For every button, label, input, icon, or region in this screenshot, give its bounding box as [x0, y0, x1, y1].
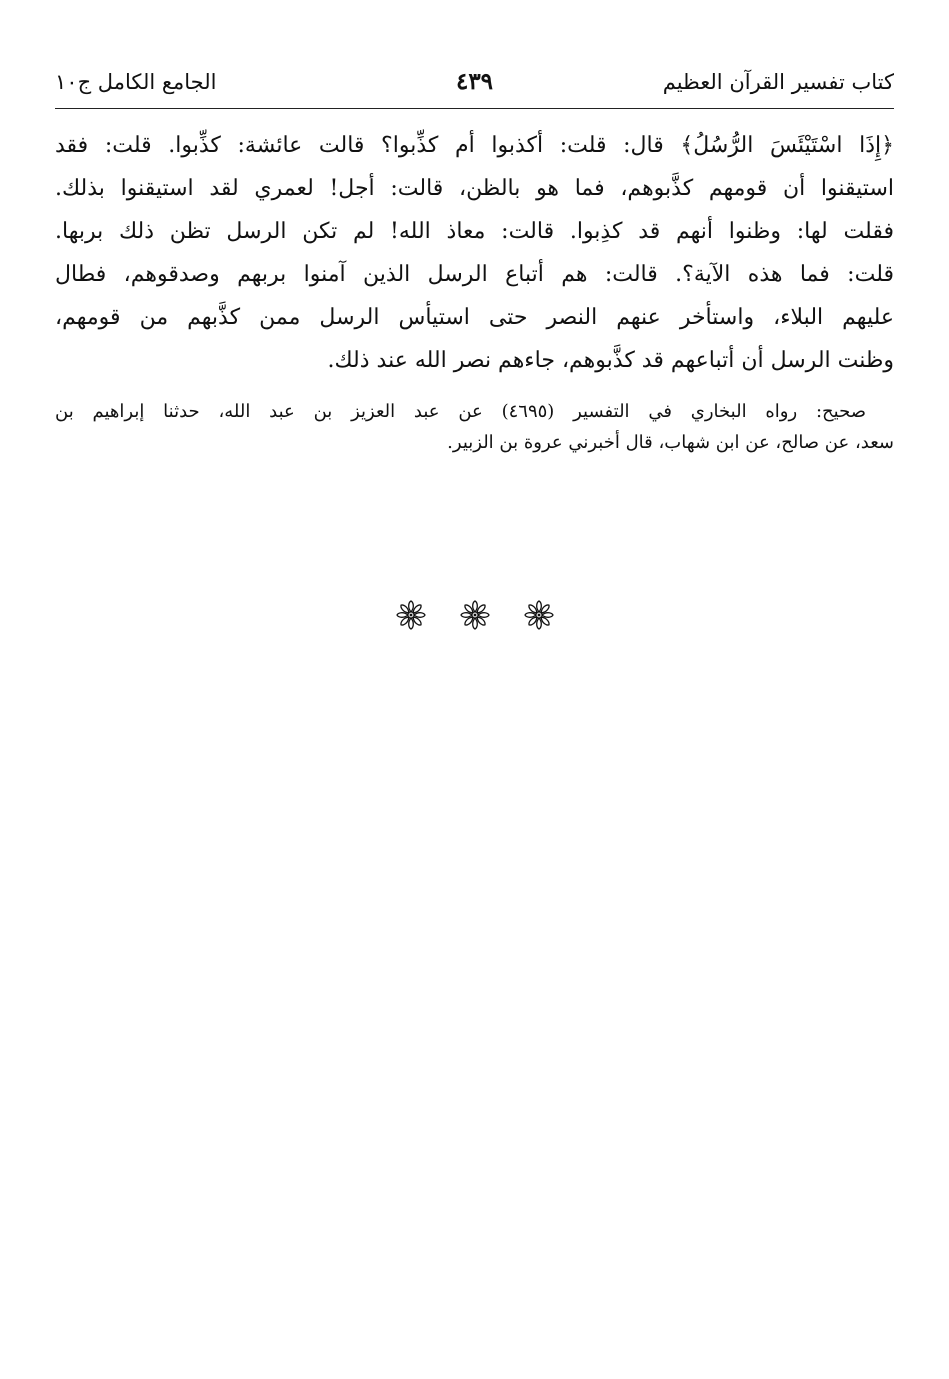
footnote-line: صحيح: رواه البخاري في التفسير (٤٦٩٥) عن عبد العزيز بن عبد الله، حدثنا إبراهيم بن — [55, 401, 867, 422]
book-title: كتاب تفسير القرآن العظيم — [662, 70, 894, 94]
page-header — [55, 62, 894, 102]
page-number: ٤٣٩ — [455, 68, 494, 95]
floral-ornament-icon — [524, 600, 554, 630]
header-divider — [55, 108, 894, 109]
text-line: قلت: فما هذه الآية؟. قالت: هم أتباع الرسل الذين آمنوا بربهم وصدقوهم، فطال — [55, 262, 894, 287]
text-line: ﴿إِذَا اسْتَيْئَسَ الرُّسُلُ﴾ قال: قلت: أكذبوا أم كذِّبوا؟ قالت عائشة: كذِّبوا. قلت: فقد — [55, 133, 894, 158]
floral-ornament-icon — [460, 600, 490, 630]
text-line: عليهم البلاء، واستأخر عنهم النصر حتى استيأس الرسل ممن كذَّبهم من قومهم، — [55, 305, 894, 330]
text-line: وظنت الرسل أن أتباعهم قد كذَّبوهم، جاءهم نصر الله عند ذلك. — [327, 348, 894, 373]
section-end-ornaments — [0, 600, 949, 634]
text-line: استيقنوا أن قومهم كذَّبوهم، فما هو بالظن، قالت: أجل! لعمري لقد استيقنوا بذلك. — [55, 176, 894, 201]
volume-label: الجامع الكامل ج١٠ — [55, 70, 217, 94]
footnote-line: سعد، عن صالح، عن ابن شهاب، قال أخبرني عروة بن الزبير. — [447, 432, 894, 453]
main-text-block — [55, 124, 894, 382]
floral-ornament-icon — [396, 600, 426, 630]
footnote-block — [55, 396, 894, 458]
text-line: فقلت لها: وظنوا أنهم قد كذِبوا. قالت: معاذ الله! لم تكن الرسل تظن ذلك بربها. — [55, 219, 894, 244]
